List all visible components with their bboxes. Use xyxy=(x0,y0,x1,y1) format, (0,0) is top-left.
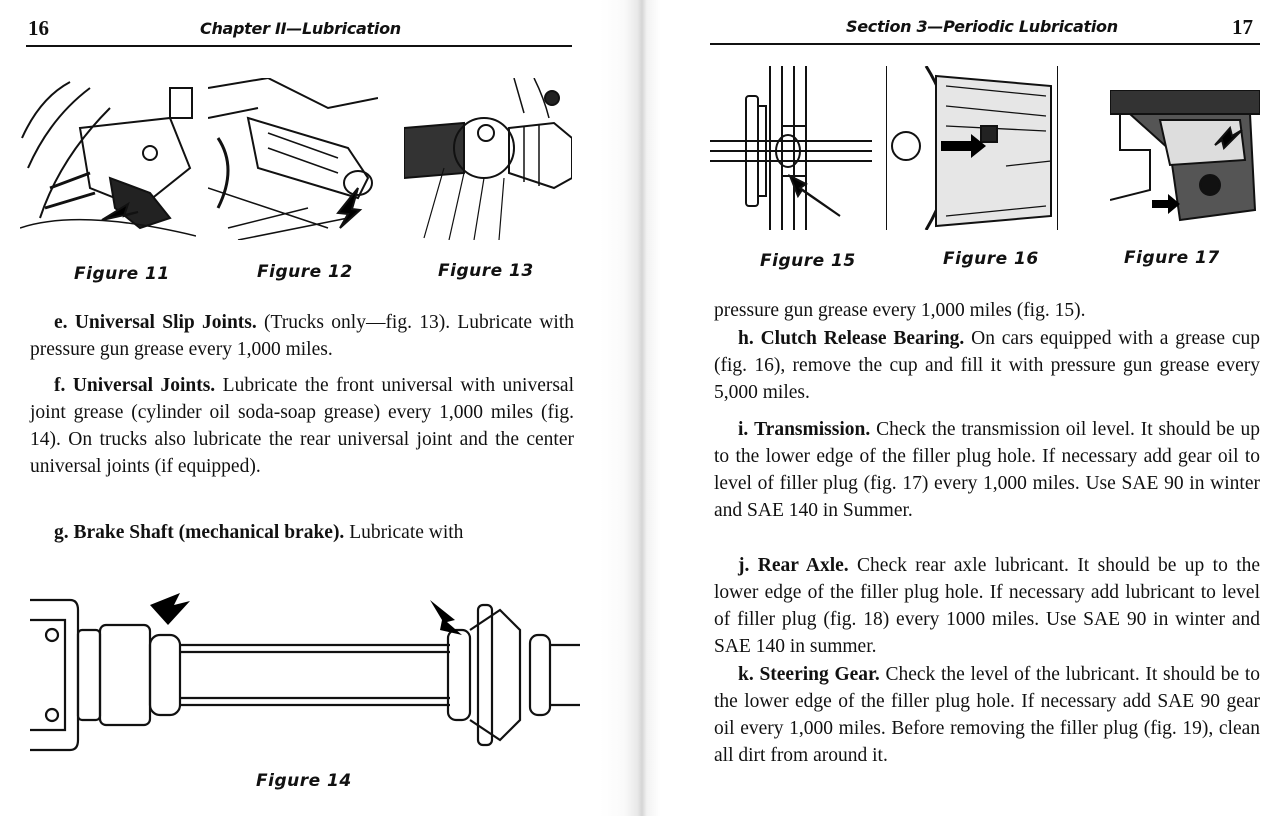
paragraph-k xyxy=(714,661,1260,769)
paragraph-k-text: Check the level of the lubricant. It should be to the lower edge of the filler plug hole. If necessary add SAE 90 gear oil every 1,000 miles. Before removing the filler plug (fig. 19), clean all dirt from around it. xyxy=(714,664,1260,766)
right-page xyxy=(640,0,1280,816)
paragraph-g-text: Lubricate with xyxy=(349,522,464,543)
right-running-header: Section 3—Periodic Lubrication xyxy=(846,17,1118,36)
paragraph-j xyxy=(714,552,1260,660)
paragraph-e-marker: e. xyxy=(54,312,68,333)
left-page-number: 16 xyxy=(28,16,49,40)
figure-13-caption: Figure 13 xyxy=(438,261,534,281)
paragraph-g-marker: g. xyxy=(54,522,69,543)
paragraph-j-marker: j. xyxy=(738,555,750,576)
figure-16-illustration xyxy=(886,66,1058,230)
paragraph-h xyxy=(714,325,1260,406)
figure-17-illustration xyxy=(1110,90,1260,228)
paragraph-i xyxy=(714,416,1260,524)
paragraph-k-heading: Steering Gear. xyxy=(759,664,880,685)
figure-13-illustration xyxy=(404,78,572,240)
paragraph-f-heading: Universal Joints. xyxy=(72,375,216,396)
figure-12-caption: Figure 12 xyxy=(257,262,353,282)
paragraph-j-heading: Rear Axle. xyxy=(757,555,849,576)
continuation-text: pressure gun grease every 1,000 miles (fig. 15). xyxy=(714,300,1086,321)
paragraph-g-heading: Brake Shaft (mechanical brake). xyxy=(73,522,345,543)
paragraph-e-heading: Universal Slip Joints. xyxy=(74,312,257,333)
paragraph-i-marker: i. xyxy=(738,419,749,440)
paragraph-k-marker: k. xyxy=(738,664,754,685)
figure-15-illustration xyxy=(710,66,872,230)
figure-12-illustration xyxy=(208,78,378,240)
figure-14-caption: Figure 14 xyxy=(256,771,352,791)
paragraph-e xyxy=(30,309,574,363)
paragraph-e-text: (Trucks only—fig. 13). Lubricate with pressure gun grease every 1,000 miles. xyxy=(30,312,575,360)
left-running-header: Chapter II—Lubrication xyxy=(200,19,401,38)
paragraph-g xyxy=(30,519,574,546)
figure-15-caption: Figure 15 xyxy=(760,251,856,271)
paragraph-f xyxy=(30,372,574,480)
paragraph-f-text: Lubricate the front universal with universal joint grease (cylinder oil soda-soap grease) every 1,000 miles (fig. 14). On trucks also lubricate the rear universal joint and the center universal joints (if equipped). xyxy=(30,375,575,477)
figure-14-illustration xyxy=(30,590,580,760)
paragraph-h-marker: h. xyxy=(738,328,754,349)
left-header-rule xyxy=(26,45,572,47)
paragraph-j-text: Check rear axle lubricant. It should be up to the lower edge of the filler plug hole. If necessary add lubricant to level of filler plug (fig. 18) every 1000 miles. Use SAE 90 in winter and SAE 140 in summer. xyxy=(714,555,1261,657)
paragraph-i-text: Check the transmission oil level. It should be up to the lower edge of the filler plug hole. If necessary add gear oil to level of filler plug (fig. 17) every 1,000 miles. Use SAE 90 in winter and SAE 140 in Summer. xyxy=(714,419,1261,521)
paragraph-g-continuation xyxy=(714,297,1260,324)
figure-11-caption: Figure 11 xyxy=(74,264,170,284)
paragraph-h-heading: Clutch Release Bearing. xyxy=(760,328,965,349)
right-page-number: 17 xyxy=(1232,15,1253,39)
figure-17-caption: Figure 17 xyxy=(1124,248,1220,268)
paragraph-h-text: On cars equipped with a grease cup (fig. 16), remove the cup and fill it with pressure gun grease every 5,000 miles. xyxy=(714,328,1261,403)
paragraph-f-marker: f. xyxy=(54,375,66,396)
figure-11-illustration xyxy=(20,78,196,240)
right-header-rule xyxy=(710,43,1260,45)
figure-16-caption: Figure 16 xyxy=(943,249,1039,269)
paragraph-i-heading: Transmission. xyxy=(754,419,871,440)
